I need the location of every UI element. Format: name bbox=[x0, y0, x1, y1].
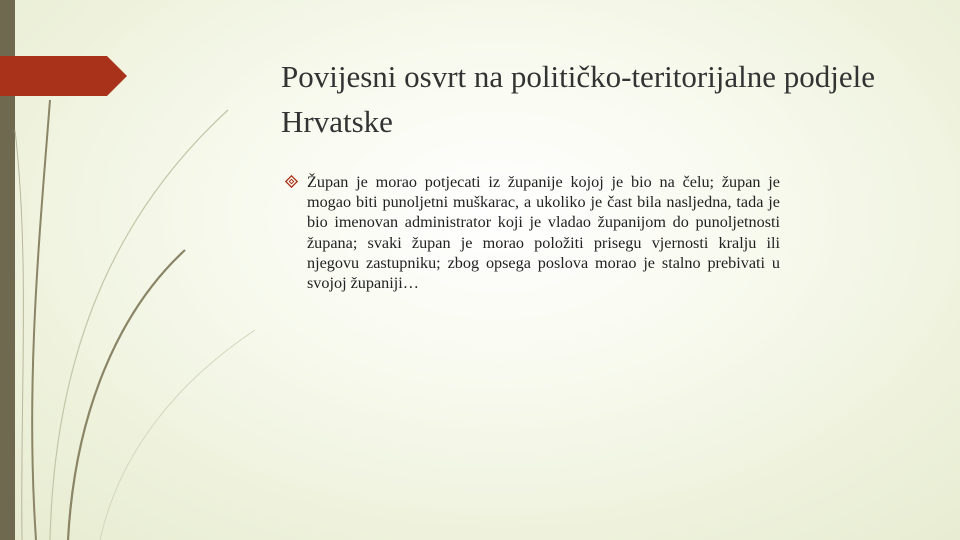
slide-title: Povijesni osvrt na političko-teritorijalne podjele Hrvatske bbox=[281, 59, 876, 139]
bullet-text: Župan je morao potjecati iz županije kojoj je bio na čelu; župan je mogao biti punoljetni muškarac, a ukoliko je čast bila nasljedna, tada je bio imenovan administrator koji je vladao županijom do punoljetnosti župana; svaki župan je morao položiti prisegu vjernosti kralju ili njegovu zastupniku; zbog opsega poslova morao je stalno prebivati u svojoj županiji… bbox=[307, 173, 780, 293]
diamond-bullet-icon bbox=[285, 175, 298, 188]
bullet-item bbox=[285, 172, 780, 293]
title-accent-tab bbox=[0, 56, 127, 96]
